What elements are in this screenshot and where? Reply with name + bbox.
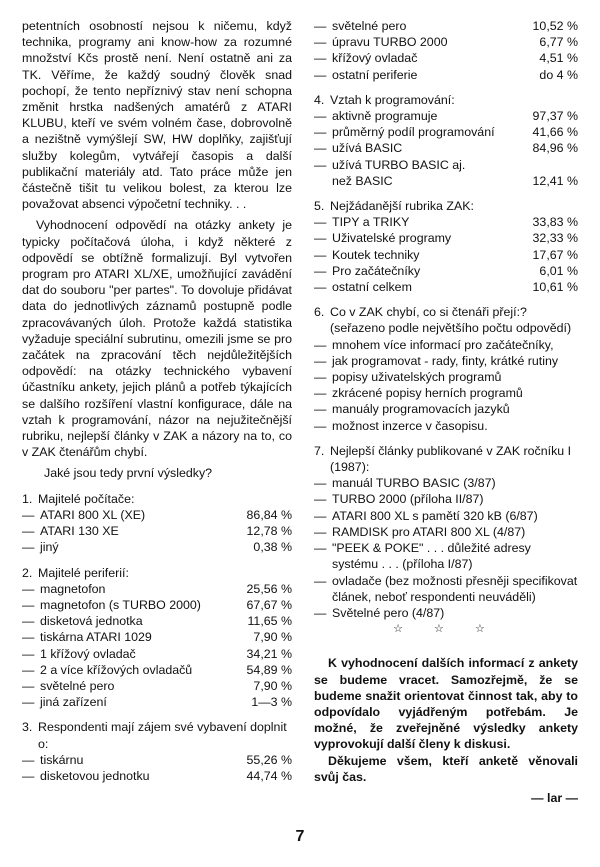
row-value: 10,61 % xyxy=(532,280,578,295)
result-row: — užívá TURBO BASIC aj. než BASIC 12,41 % xyxy=(314,157,578,188)
list-item: — ovladače (bez možnosti přesněji specifikovat článek, neboť respondenti neuváděli) xyxy=(314,573,578,604)
row-value: 44,74 % xyxy=(246,768,292,783)
author-signature: — lar — xyxy=(531,790,578,805)
right-column xyxy=(314,18,578,806)
question-number: 5. xyxy=(314,199,325,214)
question-title: Nejlepší články publikované v ZAK ročníku I (1987): xyxy=(330,443,572,475)
result-row: — světelné pero 10,52 % xyxy=(314,19,578,33)
row-label: ostatní celkem xyxy=(332,280,412,295)
row-label: Pro začátečníky xyxy=(332,263,421,278)
question-title: Vztah k programování: xyxy=(330,92,455,107)
closing-paragraph: K vyhodnocení dalších informací z ankety se budeme vracet. Samozřejmě, že se budeme snažit orientovat činnost tak, aby to odpovídalo vyjádřeným potřebám. Je možné, že zveřejněné výsledky ankety vyprovokují další členy k diskusi. xyxy=(314,656,578,752)
result-row: — tiskárna ATARI 1029 7,90 % xyxy=(22,630,292,645)
row-label: ostatní periferie xyxy=(332,67,418,82)
row-label: křížový ovladač xyxy=(332,51,418,66)
list-item: — jak programovat - rady, finty, krátké rutiny xyxy=(314,353,559,368)
row-value: 17,67 % xyxy=(532,247,578,262)
row-value: 7,90 % xyxy=(253,630,292,645)
row-label: jiná zařízení xyxy=(40,695,107,710)
question-title: Respondenti mají zájem své vybavení doplnit o: xyxy=(38,720,287,751)
result-row: — TIPY a TRIKY 33,83 % xyxy=(314,215,578,230)
result-row: — křížový ovladač 4,51 % xyxy=(314,51,578,66)
result-row: — Pro začátečníky 6,01 % xyxy=(314,263,578,278)
result-row: — 2 a více křížových ovladačů 54,89 % xyxy=(22,662,292,677)
row-value: 6,77 % xyxy=(539,35,578,50)
list-item: — "PEEK & POKE" . . . důležité adresy systému . . . (příloha I/87) xyxy=(314,541,531,572)
row-value: 67,67 % xyxy=(246,597,292,612)
section-stars: ☆ ☆ ☆ xyxy=(393,623,499,636)
list-item: — zkrácené popisy herních programů xyxy=(314,386,523,401)
question-number: 6. xyxy=(314,305,325,320)
question-7 xyxy=(314,443,578,621)
results-lead: Jaké jsou tedy první výsledky? xyxy=(44,466,213,481)
row-label: 1 křížový ovladač xyxy=(40,646,136,661)
result-row: — disketovou jednotku 44,74 % xyxy=(22,768,292,783)
question-2 xyxy=(22,565,292,711)
result-row: — Uživatelské programy 32,33 % xyxy=(314,231,578,246)
question-6 xyxy=(314,304,578,434)
question-number: 1. xyxy=(22,491,33,506)
row-value: 86,84 % xyxy=(246,507,292,522)
question-number: 4. xyxy=(314,92,325,107)
question-3-continued xyxy=(314,18,578,83)
result-row: — disketová jednotka 11,65 % xyxy=(22,614,292,629)
row-value: 7,90 % xyxy=(253,678,292,693)
result-row: — ostatní celkem 10,61 % xyxy=(314,280,578,295)
question-number: 2. xyxy=(22,565,33,580)
row-value: 34,21 % xyxy=(246,646,292,661)
list-item: — popisy uživatelských programů xyxy=(314,370,502,385)
thanks-paragraph: Děkujeme všem, kteří anketě věnovali svůj čas. xyxy=(314,753,578,784)
question-1 xyxy=(22,491,292,556)
row-value: 12,41 % xyxy=(532,173,578,188)
row-label: světelné pero xyxy=(40,678,115,693)
row-value: 4,51 % xyxy=(539,51,578,66)
result-row: — průměrný podíl programování 41,66 % xyxy=(314,125,578,140)
result-row: — magnetofon 25,56 % xyxy=(22,581,292,596)
result-row: — 1 křížový ovladač 34,21 % xyxy=(22,646,292,661)
question-title: Co v ZAK chybí, co si čtenáři přejí:? (seřazeno podle největšího počtu odpovědí) xyxy=(330,305,572,336)
row-label: světelné pero xyxy=(332,19,407,33)
result-row: — ATARI 800 XL (XE) 86,84 % xyxy=(22,507,292,522)
row-label: průměrný podíl programování xyxy=(332,125,495,140)
method-paragraph: Vyhodnocení odpovědí na otázky ankety je typicky počítačová úloha, i když některé z odpovědí se obtížně formalizují. Byl vytvořen program pro ATARI XL/XE, umožňující zavádění dat do souboru "per partes". To dovoluje přidávat data do jednotlivých záznamů postupně podle zpracovávaných úloh. Protože každá statistika vyžaduje speciální subrutinu, omezili jsme se pro začátek na zpracování těch nejdůležitějších odpovědí: na otázky technického vybavení účastníku ankety, jejich plánů a potřeb týkajících se dalšího rozšíření vlastní konfigurace, dále na vztah k programování, názor na nejužitečnější rubriku, nejlepší články v ZAK a názory na to, co v ZAK čtenářům chybí. xyxy=(22,218,292,460)
row-value: 55,26 % xyxy=(246,752,292,767)
question-title: Majitelé počítače: xyxy=(38,491,135,506)
question-5 xyxy=(314,198,578,295)
row-label: užívá TURBO BASIC aj. než BASIC xyxy=(332,157,466,188)
list-item: — Světelné pero (4/87) xyxy=(314,605,445,620)
row-label: tiskárna ATARI 1029 xyxy=(40,630,152,645)
row-value: 33,83 % xyxy=(532,215,578,230)
list-item: — RAMDISK pro ATARI 800 XL (4/87) xyxy=(314,524,526,539)
result-row: — ostatní periferie do 4 % xyxy=(314,67,578,82)
result-row: — magnetofon (s TURBO 2000) 67,67 % xyxy=(22,597,292,612)
result-row: — jiný 0,38 % xyxy=(22,540,292,555)
row-value: 11,65 % xyxy=(247,614,292,629)
row-label: magnetofon xyxy=(40,581,106,596)
question-title: Nejžádanější rubrika ZAK: xyxy=(330,199,474,214)
row-label: disketová jednotka xyxy=(40,614,143,629)
list-item: — možnost inzerce v časopisu. xyxy=(314,418,488,433)
row-value: 6,01 % xyxy=(539,263,578,278)
result-row: — jiná zařízení 1—3 % xyxy=(22,695,292,710)
row-label: TIPY a TRIKY xyxy=(332,215,410,230)
row-label: úpravu TURBO 2000 xyxy=(332,35,448,50)
row-label: aktivně programuje xyxy=(332,109,438,124)
row-value: 54,89 % xyxy=(246,662,292,677)
result-row: — světelné pero 7,90 % xyxy=(22,678,292,693)
row-value: 10,52 % xyxy=(532,19,578,33)
row-label: 2 a více křížových ovladačů xyxy=(40,662,193,677)
row-label: Uživatelské programy xyxy=(332,231,452,246)
row-label: ATARI 130 XE xyxy=(40,524,119,539)
question-number: 7. xyxy=(314,443,325,458)
row-value: 1—3 % xyxy=(251,695,292,710)
result-row: — tiskárnu 55,26 % xyxy=(22,752,292,767)
question-4 xyxy=(314,92,578,189)
list-item: — TURBO 2000 (příloha II/87) xyxy=(314,492,484,507)
row-value: 32,33 % xyxy=(532,231,578,246)
result-row: — užívá BASIC 84,96 % xyxy=(314,141,578,156)
intro-paragraph: petentních osobností nejsou k ničemu, když technika, programy ani know-how za rozumné množství Kčs prostě není. Není ostatně ani za TK. Věříme, že každý soudný člověk snad pochopí, že tento nepříznivý stav není schopna změnit hrstka nadšených amatérů z ATARI KLUBU, kteří ve svém volném čase, dobrovolně a nezištně vymýšlejí SW, HW doplňky, zajišťují služby kolegům, vytvářejí časopis a další publikační materiály atd. Tato práce může jen částečně tišit tu velikou bolest, za kterou lze považovat absenci výpočetní techniky. . . xyxy=(22,19,292,212)
left-column xyxy=(22,18,292,784)
question-number: 3. xyxy=(22,720,33,735)
list-item: — manuál TURBO BASIC (3/87) xyxy=(314,476,496,491)
list-item: — mnohem více informací pro začátečníky, xyxy=(314,337,554,352)
result-row: — Koutek techniky 17,67 % xyxy=(314,247,578,262)
question-3 xyxy=(22,719,292,784)
result-row: — ATARI 130 XE 12,78 % xyxy=(22,524,292,539)
row-value: 97,37 % xyxy=(532,109,578,124)
row-label: ATARI 800 XL (XE) xyxy=(40,507,146,522)
row-value: 12,78 % xyxy=(246,524,292,539)
row-label: jiný xyxy=(40,540,59,555)
row-label: tiskárnu xyxy=(40,752,84,767)
page-number: 7 xyxy=(295,828,305,845)
row-label: disketovou jednotku xyxy=(40,768,150,783)
question-title: Majitelé periferií: xyxy=(38,565,129,580)
list-item: — ATARI 800 XL s pamětí 320 kB (6/87) xyxy=(314,508,538,523)
row-label: magnetofon (s TURBO 2000) xyxy=(40,597,201,612)
row-value: 25,56 % xyxy=(246,581,292,596)
result-row: — úpravu TURBO 2000 6,77 % xyxy=(314,35,578,50)
result-row: — aktivně programuje 97,37 % xyxy=(314,109,578,124)
row-label: Koutek techniky xyxy=(332,247,420,262)
list-item: — manuály programovacích jazyků xyxy=(314,402,510,417)
row-value: 0,38 % xyxy=(253,540,292,555)
row-value: do 4 % xyxy=(539,67,578,82)
row-value: 84,96 % xyxy=(532,141,578,156)
row-label: užívá BASIC xyxy=(332,141,403,156)
row-value: 41,66 % xyxy=(532,125,578,140)
